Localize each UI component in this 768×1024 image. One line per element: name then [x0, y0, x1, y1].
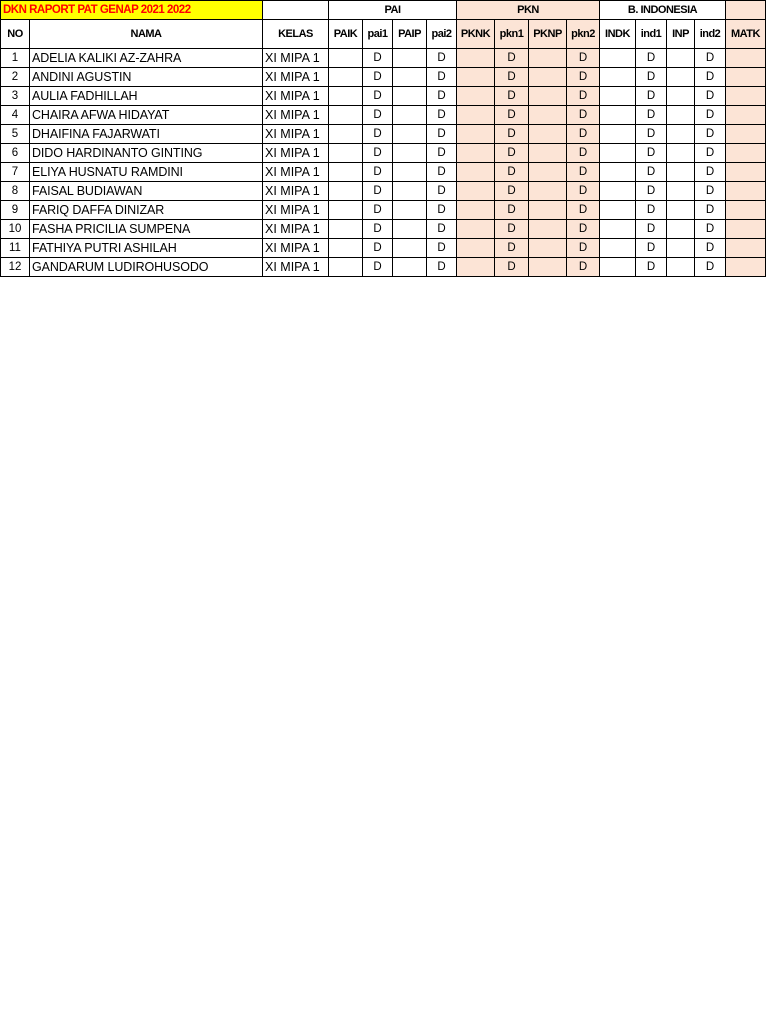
grade-cell: D	[636, 258, 667, 277]
grade-cell	[329, 87, 363, 106]
grade-cell: D	[427, 201, 457, 220]
grade-cell: D	[636, 201, 667, 220]
grade-cell: D	[567, 68, 600, 87]
student-name-cell: FASHA PRICILIA SUMPENA	[30, 220, 263, 239]
grade-cell	[329, 163, 363, 182]
row-number-cell: 5	[1, 125, 30, 144]
grade-cell: D	[427, 182, 457, 201]
grade-cell	[393, 144, 427, 163]
grade-cell	[457, 106, 495, 125]
grade-cell: D	[495, 144, 529, 163]
grade-cell: D	[427, 163, 457, 182]
grade-cell	[529, 163, 567, 182]
row-number-cell: 3	[1, 87, 30, 106]
grade-cell	[667, 220, 695, 239]
grade-cell	[667, 182, 695, 201]
grade-cell	[529, 68, 567, 87]
grade-cell	[457, 220, 495, 239]
grade-cell	[667, 258, 695, 277]
class-cell: XI MIPA 1	[263, 49, 329, 68]
grade-cell: D	[695, 49, 726, 68]
grade-cell	[329, 201, 363, 220]
column-header-subject: ind1	[636, 20, 667, 49]
grade-cell: D	[427, 220, 457, 239]
grade-cell: D	[427, 68, 457, 87]
grade-cell	[600, 49, 636, 68]
column-header-subject: MATK	[726, 20, 766, 49]
column-header-subject: pkn2	[567, 20, 600, 49]
grade-cell: D	[363, 239, 393, 258]
grade-cell	[393, 163, 427, 182]
student-name-cell: AULIA FADHILLAH	[30, 87, 263, 106]
student-name-cell: GANDARUM LUDIROHUSODO	[30, 258, 263, 277]
grade-cell: D	[363, 220, 393, 239]
grade-cell: D	[567, 258, 600, 277]
dkn-grade-table	[0, 0, 766, 277]
grade-cell: D	[636, 239, 667, 258]
student-name-cell: ANDINI AGUSTIN	[30, 68, 263, 87]
grade-cell: D	[695, 239, 726, 258]
grade-cell: D	[636, 68, 667, 87]
student-name-cell: FATHIYA PUTRI ASHILAH	[30, 239, 263, 258]
grade-cell: D	[495, 182, 529, 201]
grade-cell: D	[363, 144, 393, 163]
grade-cell: D	[363, 68, 393, 87]
grade-cell: D	[363, 163, 393, 182]
grade-cell	[529, 49, 567, 68]
grade-cell	[600, 144, 636, 163]
grade-cell	[726, 201, 766, 220]
grade-cell: D	[495, 49, 529, 68]
class-cell: XI MIPA 1	[263, 258, 329, 277]
grade-cell	[393, 220, 427, 239]
table-row	[1, 258, 766, 277]
grade-cell	[329, 182, 363, 201]
grade-cell: D	[567, 239, 600, 258]
column-header-subject: PAIK	[329, 20, 363, 49]
grade-cell	[393, 106, 427, 125]
grade-cell: D	[495, 87, 529, 106]
grade-cell	[726, 68, 766, 87]
grade-cell	[529, 201, 567, 220]
grade-cell	[667, 106, 695, 125]
grade-cell: D	[567, 201, 600, 220]
grade-cell	[393, 239, 427, 258]
table-row	[1, 144, 766, 163]
grade-cell	[667, 68, 695, 87]
student-name-cell: DHAIFINA FAJARWATI	[30, 125, 263, 144]
grade-cell: D	[427, 258, 457, 277]
grade-cell: D	[695, 144, 726, 163]
grade-cell	[329, 125, 363, 144]
grade-cell	[667, 163, 695, 182]
grade-cell: D	[567, 125, 600, 144]
column-header-nama: NAMA	[30, 20, 263, 49]
grade-cell	[600, 258, 636, 277]
grade-cell	[393, 68, 427, 87]
student-name-cell: ELIYA HUSNATU RAMDINI	[30, 163, 263, 182]
grade-cell	[600, 125, 636, 144]
grade-cell: D	[636, 87, 667, 106]
grade-cell	[667, 87, 695, 106]
grade-cell: D	[695, 87, 726, 106]
grade-cell: D	[363, 201, 393, 220]
grade-cell	[329, 68, 363, 87]
table-row	[1, 201, 766, 220]
class-cell: XI MIPA 1	[263, 144, 329, 163]
grade-cell	[393, 87, 427, 106]
grade-cell: D	[495, 239, 529, 258]
grade-cell: D	[636, 220, 667, 239]
grade-cell	[457, 68, 495, 87]
class-cell: XI MIPA 1	[263, 106, 329, 125]
grade-cell	[726, 239, 766, 258]
grade-cell	[667, 49, 695, 68]
grade-cell	[600, 106, 636, 125]
grade-cell: D	[695, 201, 726, 220]
grade-cell: D	[363, 258, 393, 277]
grade-cell	[600, 68, 636, 87]
blank-header-cell	[263, 1, 329, 20]
grade-cell	[529, 220, 567, 239]
grade-cell: D	[695, 220, 726, 239]
student-name-cell: CHAIRA AFWA HIDAYAT	[30, 106, 263, 125]
table-row	[1, 163, 766, 182]
grade-cell	[667, 201, 695, 220]
class-cell: XI MIPA 1	[263, 163, 329, 182]
grade-cell: D	[427, 49, 457, 68]
grade-cell: D	[695, 125, 726, 144]
grade-cell: D	[495, 125, 529, 144]
row-number-cell: 7	[1, 163, 30, 182]
grade-cell	[329, 106, 363, 125]
table-row	[1, 220, 766, 239]
grade-cell	[457, 163, 495, 182]
group-header-pkn: PKN	[457, 1, 600, 20]
class-cell: XI MIPA 1	[263, 220, 329, 239]
group-header-matematika-blank	[726, 1, 766, 20]
grade-cell: D	[363, 125, 393, 144]
grade-cell: D	[427, 106, 457, 125]
grade-cell: D	[363, 87, 393, 106]
row-number-cell: 8	[1, 182, 30, 201]
grade-cell: D	[363, 182, 393, 201]
grade-cell	[393, 125, 427, 144]
table-row	[1, 125, 766, 144]
grade-cell	[393, 258, 427, 277]
grade-cell	[457, 125, 495, 144]
student-name-cell: FARIQ DAFFA DINIZAR	[30, 201, 263, 220]
column-header-row	[1, 20, 766, 49]
grade-cell	[726, 144, 766, 163]
row-number-cell: 2	[1, 68, 30, 87]
group-header-bindonesia: B. INDONESIA	[600, 1, 726, 20]
document-title: DKN RAPORT PAT GENAP 2021 2022	[1, 1, 263, 20]
grade-cell: D	[636, 49, 667, 68]
grade-cell: D	[636, 106, 667, 125]
column-header-subject: PAIP	[393, 20, 427, 49]
table-row	[1, 106, 766, 125]
row-number-cell: 11	[1, 239, 30, 258]
grade-cell: D	[495, 201, 529, 220]
grade-cell	[600, 220, 636, 239]
column-header-subject: INDK	[600, 20, 636, 49]
column-header-kelas: KELAS	[263, 20, 329, 49]
row-number-cell: 6	[1, 144, 30, 163]
student-name-cell: ADELIA KALIKI AZ-ZAHRA	[30, 49, 263, 68]
grade-cell	[529, 125, 567, 144]
grade-cell: D	[636, 163, 667, 182]
student-name-cell: DIDO HARDINANTO GINTING	[30, 144, 263, 163]
grade-cell: D	[427, 87, 457, 106]
column-header-subject: pkn1	[495, 20, 529, 49]
class-cell: XI MIPA 1	[263, 239, 329, 258]
grade-cell: D	[695, 258, 726, 277]
grade-cell	[667, 125, 695, 144]
grade-cell	[529, 182, 567, 201]
grade-cell: D	[567, 220, 600, 239]
row-number-cell: 4	[1, 106, 30, 125]
class-cell: XI MIPA 1	[263, 201, 329, 220]
grade-cell	[457, 201, 495, 220]
column-header-subject: pai1	[363, 20, 393, 49]
grade-cell	[600, 239, 636, 258]
grade-cell	[457, 182, 495, 201]
grade-cell	[726, 49, 766, 68]
class-cell: XI MIPA 1	[263, 125, 329, 144]
grade-cell: D	[567, 87, 600, 106]
column-header-no: NO	[1, 20, 30, 49]
grade-cell	[726, 258, 766, 277]
grade-cell	[529, 258, 567, 277]
grade-cell: D	[495, 220, 529, 239]
grade-cell	[329, 144, 363, 163]
grade-cell	[393, 49, 427, 68]
table-row	[1, 68, 766, 87]
grade-cell: D	[495, 258, 529, 277]
table-row	[1, 87, 766, 106]
column-header-subject: INP	[667, 20, 695, 49]
grade-cell	[600, 201, 636, 220]
row-number-cell: 9	[1, 201, 30, 220]
class-cell: XI MIPA 1	[263, 68, 329, 87]
grade-cell: D	[363, 106, 393, 125]
grade-cell	[457, 49, 495, 68]
grade-cell: D	[695, 106, 726, 125]
grade-cell	[529, 106, 567, 125]
grade-cell: D	[695, 68, 726, 87]
grade-cell	[457, 258, 495, 277]
grade-cell	[329, 49, 363, 68]
grade-cell: D	[427, 239, 457, 258]
class-cell: XI MIPA 1	[263, 182, 329, 201]
row-number-cell: 10	[1, 220, 30, 239]
grade-cell	[457, 87, 495, 106]
grade-cell	[726, 182, 766, 201]
student-name-cell: FAISAL BUDIAWAN	[30, 182, 263, 201]
table-row	[1, 239, 766, 258]
grade-cell	[726, 125, 766, 144]
grade-cell	[726, 220, 766, 239]
grade-cell	[726, 163, 766, 182]
table-row	[1, 49, 766, 68]
grade-cell: D	[695, 163, 726, 182]
grade-cell: D	[567, 182, 600, 201]
table-row	[1, 182, 766, 201]
grade-cell	[726, 106, 766, 125]
grade-cell: D	[636, 182, 667, 201]
grade-cell: D	[636, 125, 667, 144]
grade-cell	[393, 182, 427, 201]
grade-cell	[667, 239, 695, 258]
column-header-subject: PKNK	[457, 20, 495, 49]
grade-cell: D	[567, 163, 600, 182]
grade-cell: D	[427, 125, 457, 144]
grade-cell	[457, 239, 495, 258]
class-cell: XI MIPA 1	[263, 87, 329, 106]
grade-cell: D	[567, 144, 600, 163]
group-header-pai: PAI	[329, 1, 457, 20]
grade-cell	[329, 239, 363, 258]
grade-cell	[457, 144, 495, 163]
grade-cell: D	[695, 182, 726, 201]
grade-cell: D	[495, 163, 529, 182]
column-header-subject: ind2	[695, 20, 726, 49]
grade-cell: D	[495, 68, 529, 87]
grade-cell	[726, 87, 766, 106]
grade-cell: D	[495, 106, 529, 125]
grade-cell	[667, 144, 695, 163]
grade-cell: D	[567, 49, 600, 68]
grade-cell	[529, 87, 567, 106]
row-number-cell: 12	[1, 258, 30, 277]
grade-cell	[329, 258, 363, 277]
grade-cell	[600, 182, 636, 201]
grade-cell	[600, 163, 636, 182]
row-number-cell: 1	[1, 49, 30, 68]
column-header-subject: pai2	[427, 20, 457, 49]
grade-cell: D	[363, 49, 393, 68]
column-header-subject: PKNP	[529, 20, 567, 49]
grade-cell	[529, 144, 567, 163]
grade-cell	[600, 87, 636, 106]
group-header-row	[1, 1, 766, 20]
grade-cell: D	[567, 106, 600, 125]
grade-cell: D	[636, 144, 667, 163]
grade-cell	[329, 220, 363, 239]
grade-cell	[393, 201, 427, 220]
grade-cell	[529, 239, 567, 258]
grade-cell: D	[427, 144, 457, 163]
